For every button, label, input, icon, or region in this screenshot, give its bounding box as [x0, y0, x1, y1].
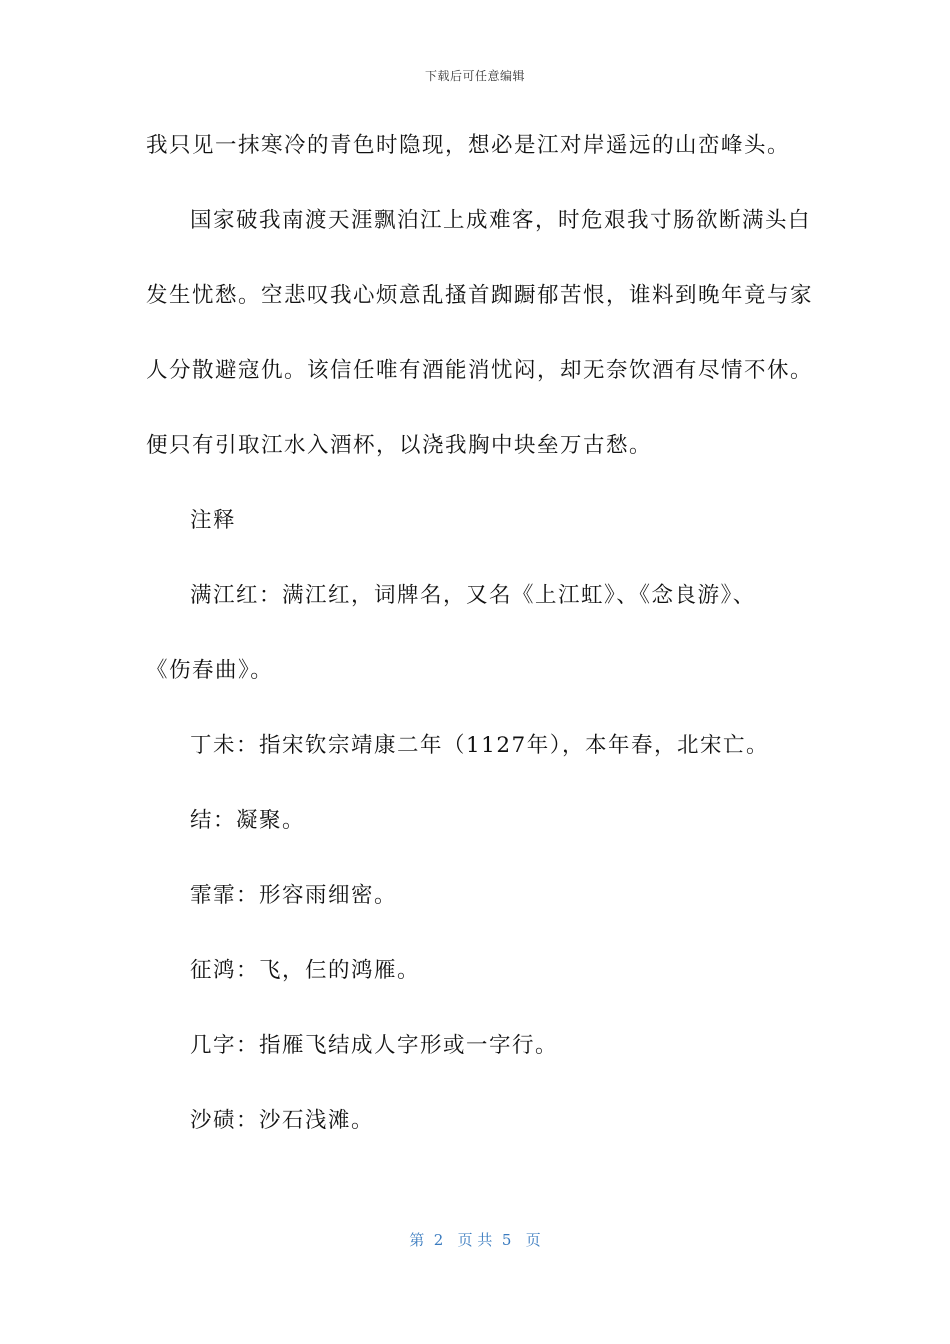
- paragraph-line: 便只有引取江水入酒杯，以浇我胸中块垒万古愁。: [146, 433, 653, 458]
- annotation-line: 几字：指雁飞结成人字形或一字行。: [190, 1033, 559, 1058]
- annotation-line: 征鸿：飞，仨的鸿雁。: [190, 958, 421, 983]
- document-body: [146, 126, 814, 1176]
- annotation-line: 满江红：满江红，词牌名，又名《上江虹》、《念良游》、: [190, 583, 756, 608]
- annotation-line: 《伤春曲》。: [146, 658, 274, 683]
- annotation-line: 沙碛：沙石浅滩。: [190, 1108, 375, 1133]
- annotation-line: 丁未：指宋钦宗靖康二年（1127年），本年春，北宋亡。: [190, 733, 769, 758]
- annotation-line: 结：凝聚。: [190, 808, 306, 833]
- section-heading: 注释: [190, 508, 237, 533]
- paragraph-line: 国家破我南渡天涯飘泊江上成难客，时危艰我寸肠欲断满头白: [190, 208, 812, 233]
- paragraph-line: 人分散避寇仇。该信任唯有酒能消忧闷，却无奈饮酒有尽情不休。: [146, 358, 814, 383]
- page-header: 下载后可任意编辑: [424, 69, 525, 83]
- annotation-line: 霏霏：形容雨细密。: [190, 883, 398, 908]
- page-footer: 第 2 页 共 5 页: [409, 1231, 541, 1249]
- paragraph-line: 我只见一抹寒冷的青色时隐现，想必是江对岸遥远的山峦峰头。: [146, 133, 791, 158]
- paragraph-line: 发生忧愁。空悲叹我心烦意乱搔首踟蹰郁苦恨，谁料到晚年竟与家: [146, 283, 814, 308]
